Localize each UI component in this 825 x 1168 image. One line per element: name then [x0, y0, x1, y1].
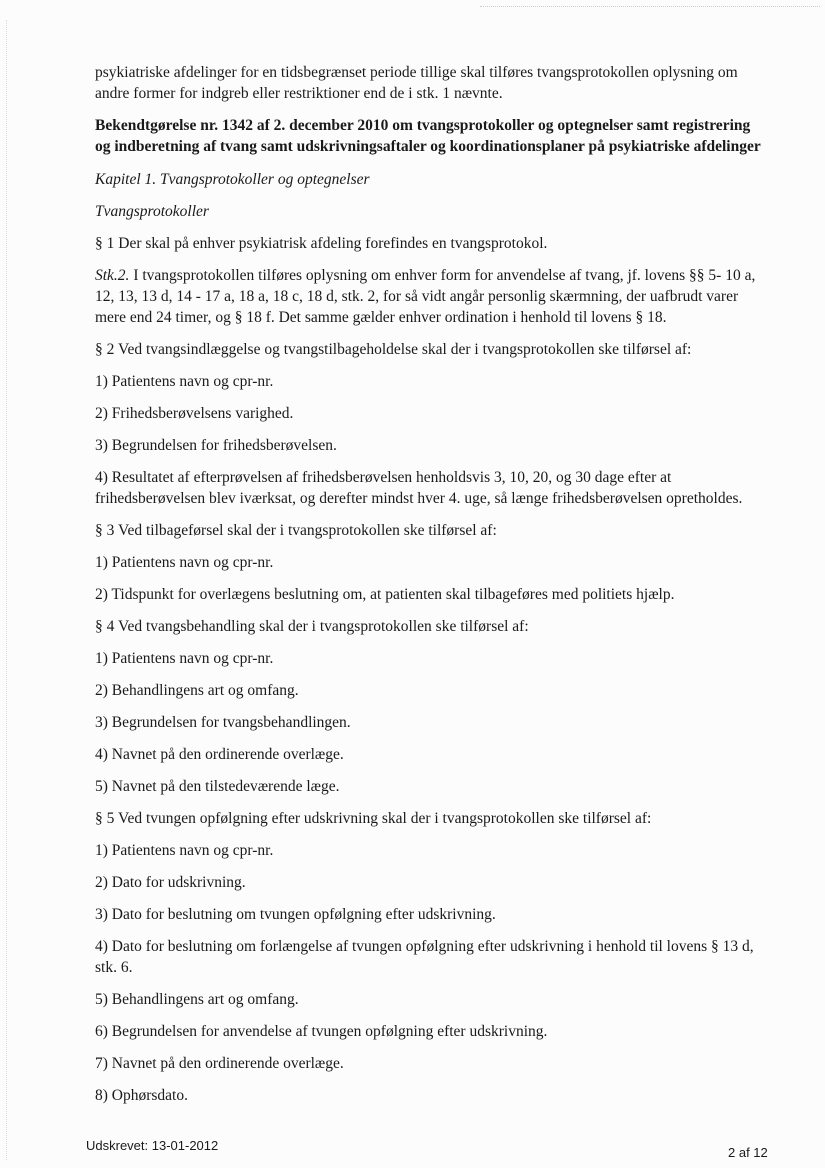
print-date: Udskrevet: 13-01-2012: [86, 1138, 219, 1153]
intro-paragraph: psykiatriske afdelinger for en tidsbegrænset periode tillige skal tilføres tvangsprotokollen oplysning om andre former for indgreb eller restriktioner end de i stk. 1 nævnte.: [95, 64, 738, 102]
subchapter-title: Tvangsprotokoller: [95, 203, 209, 220]
list-item: 1) Patientens navn og cpr-nr.: [95, 554, 274, 571]
list-item: 2) Frihedsberøvelsens varighed.: [95, 405, 294, 422]
page-number: 2 af 12: [728, 1145, 768, 1160]
chapter-title: Kapitel 1. Tvangsprotokoller og optegnelser: [95, 171, 370, 188]
document-body: [95, 62, 765, 1117]
stk2-label: Stk.2.: [95, 267, 130, 284]
regulation-heading: Bekendtgørelse nr. 1342 af 2. december 2010 om tvangsprotokoller og optegnelser samt registrering og indberetning af tvang samt udskrivningsaftaler og koordinationsplaner på psykiatriske afdelinger: [95, 117, 761, 155]
section-1-stk2: [95, 265, 765, 328]
list-item: 4) Dato for beslutning om forlængelse af tvungen opfølgning efter udskrivning i henhold til lovens § 13 d, stk. 6.: [95, 938, 754, 976]
list-item: 7) Navnet på den ordinerende overlæge.: [95, 1055, 344, 1072]
section-5: § 5 Ved tvungen opfølgning efter udskrivning skal der i tvangsprotokollen ske tilførsel af:: [95, 810, 652, 827]
list-item: 5) Navnet på den tilstedeværende læge.: [95, 778, 340, 795]
list-item: 1) Patientens navn og cpr-nr.: [95, 650, 274, 667]
list-item: 4) Navnet på den ordinerende overlæge.: [95, 746, 344, 763]
list-item: 3) Dato for beslutning om tvungen opfølgning efter udskrivning.: [95, 906, 496, 923]
stk2-text: I tvangsprotokollen tilføres oplysning om enhver form for anvendelse af tvang, jf. lovens §§ 5- 10 a, 12, 13, 13 d, 14 - 17 a, 18 a, 18 c, 18 d, stk. 2, for så vidt angår personlig skærmning, der uafbrudt varer mere end 24 timer, og § 18 f. Det samme gælder enhver ordination i henhold til lovens § 18.: [95, 267, 756, 326]
scan-border-top: [480, 6, 820, 7]
section-4: § 4 Ved tvangsbehandling skal der i tvangsprotokollen ske tilførsel af:: [95, 618, 529, 635]
scan-border-left: [6, 20, 7, 1160]
list-item: 3) Begrundelsen for tvangsbehandlingen.: [95, 714, 351, 731]
list-item: 8) Ophørsdato.: [95, 1087, 188, 1104]
section-3: § 3 Ved tilbageførsel skal der i tvangsprotokollen ske tilførsel af:: [95, 522, 497, 539]
list-item: 1) Patientens navn og cpr-nr.: [95, 373, 274, 390]
list-item: 4) Resultatet af efterprøvelsen af frihedsberøvelsen henholdsvis 3, 10, 20, og 30 dage efter at frihedsberøvelsen blev iværksat, og derefter mindst hver 4. uge, så længe frihedsberøvelsen opretholdes.: [95, 469, 743, 507]
list-item: 1) Patientens navn og cpr-nr.: [95, 842, 274, 859]
list-item: 2) Tidspunkt for overlægens beslutning om, at patienten skal tilbageføres med politiets hjælp.: [95, 586, 675, 603]
list-item: 6) Begrundelsen for anvendelse af tvungen opfølgning efter udskrivning.: [95, 1023, 548, 1040]
section-1: § 1 Der skal på enhver psykiatrisk afdeling forefindes en tvangsprotokol.: [95, 235, 548, 252]
list-item: 2) Dato for udskrivning.: [95, 874, 246, 891]
list-item: 2) Behandlingens art og omfang.: [95, 682, 299, 699]
section-2: § 2 Ved tvangsindlæggelse og tvangstilbageholdelse skal der i tvangsprotokollen ske tilførsel af:: [95, 341, 692, 358]
list-item: 5) Behandlingens art og omfang.: [95, 991, 299, 1008]
list-item: 3) Begrundelsen for frihedsberøvelsen.: [95, 437, 337, 454]
